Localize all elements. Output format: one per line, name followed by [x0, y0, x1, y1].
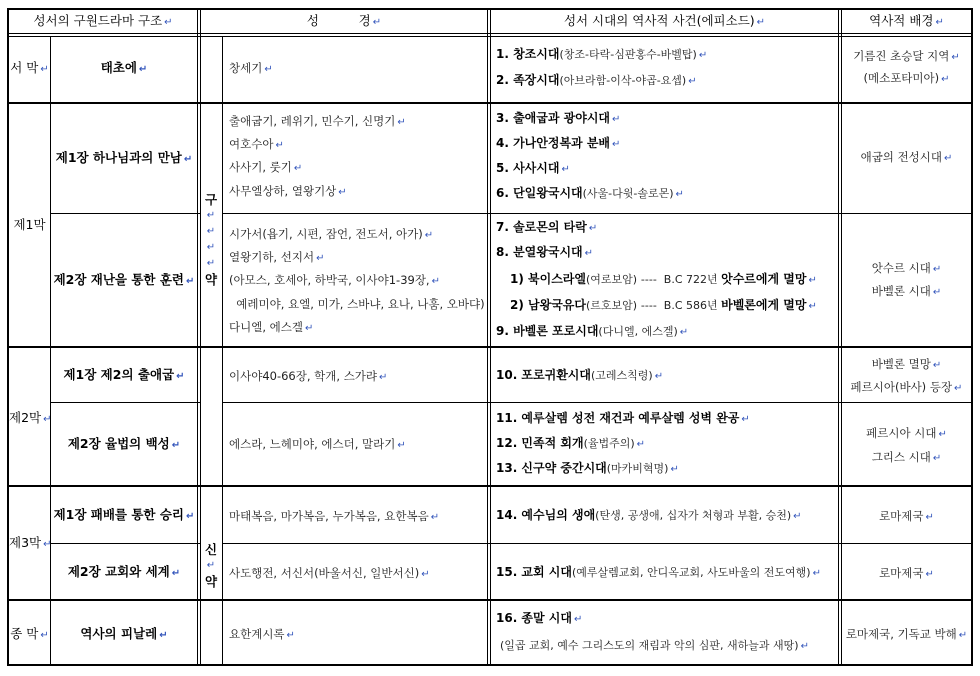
new-testament-label: 신 ↵ 약 [204, 542, 218, 589]
event-7: 7. 솔로몬의 타락 ↵ [496, 220, 597, 236]
old-testament-char-1: 구 [204, 192, 218, 207]
chapter-1-2: 제2장 재난을 통한 훈련 ↵ [51, 273, 197, 289]
background-1-2-2: 바벨론 시대 ↵ [842, 284, 971, 300]
act-prologue: 서 막 ↵ [9, 61, 50, 77]
chapter-1-1: 제1장 하나님과의 만남 ↵ [51, 151, 197, 167]
header-structure: 성서의 구원드라마 구조 ↵ [9, 14, 197, 30]
books-1-1-line1: 출애굽기, 레위기, 민수기, 신명기 ↵ [229, 114, 406, 130]
event-9: 9. 바벨론 포로시대(다니엘, 에스겔) ↵ [496, 324, 688, 340]
books-1-2-line2: 열왕기하, 선지서 ↵ [229, 250, 324, 266]
books-2-1: 이사야40-66장, 학개, 스가랴 ↵ [229, 369, 387, 385]
event-8: 8. 분열왕국시대 ↵ [496, 245, 593, 261]
background-prologue-1: 기름진 초승달 지역 ↵ [842, 49, 971, 65]
background-3-2: 로마제국 ↵ [842, 566, 971, 582]
background-2-1-2: 페르시아(바사) 등장 ↵ [842, 380, 971, 396]
background-2-1-1: 바벨론 멸망 ↵ [842, 357, 971, 373]
event-4: 4. 가나안정복과 분배 ↵ [496, 136, 620, 152]
event-10: 10. 포로귀환시대(고레스칙령) ↵ [496, 368, 663, 384]
act-2: 제2막 ↵ [9, 411, 50, 427]
event-14: 14. 예수님의 생애(탄생, 공생애, 십자가 처형과 부활, 승천) ↵ [496, 508, 802, 524]
books-1-2-line4: 예레미야, 요엘, 미가, 스바냐, 요나, 나훔, 오바댜) [229, 297, 485, 311]
background-2-2-2: 그리스 시대 ↵ [842, 450, 971, 466]
chapter-prologue: 태초에 ↵ [51, 61, 197, 77]
old-testament-label: 구 ↵ ↵ ↵ ↵ 약 [204, 192, 218, 287]
books-1-2-line3: (아모스, 호세아, 하박국, 이사야1-39장, ↵ [229, 273, 440, 289]
books-1-2-line1: 시가서(욥기, 시편, 잠언, 전도서, 아가) ↵ [229, 227, 433, 243]
event-15: 15. 교회 시대(예루살렘교회, 안디옥교회, 사도바울의 전도여행) ↵ [496, 565, 821, 581]
header-background: 역사적 배경 ↵ [842, 14, 971, 30]
new-testament-char-1: 신 [204, 542, 218, 557]
event-3: 3. 출애굽과 광야시대 ↵ [496, 111, 620, 127]
event-8-2: 2) 남왕국유다(르호보암) ---- B.C 586년 바벨론에게 멸망 ↵ [510, 298, 817, 314]
event-5: 5. 사사시대 ↵ [496, 161, 570, 177]
books-1-1-line4: 사무엘상하, 열왕기상 ↵ [229, 184, 347, 200]
event-6: 6. 단일왕국시대(사울-다윗-솔로몬) ↵ [496, 186, 684, 202]
chapter-2-1: 제1장 제2의 출애굽 ↵ [51, 368, 197, 384]
books-1-1-line3: 사사기, 룻기 ↵ [229, 160, 302, 176]
event-2: 2. 족장시대(아브라함-이삭-야곱-요셉) ↵ [496, 73, 697, 89]
background-3-1: 로마제국 ↵ [842, 509, 971, 525]
chapter-2-2: 제2장 율법의 백성 ↵ [51, 437, 197, 453]
books-2-2: 에스라, 느헤미야, 에스더, 말라기 ↵ [229, 437, 406, 453]
event-12: 12. 민족적 회개(율법주의) ↵ [496, 436, 645, 452]
background-prologue-2: (메소포타미아) ↵ [842, 71, 971, 87]
chapter-3-1: 제1장 패배를 통한 승리 ↵ [51, 508, 197, 524]
event-16-note: (일곱 교회, 예수 그리스도의 재림과 악의 심판, 새하늘과 새땅) ↵ [500, 638, 809, 654]
event-13: 13. 신구약 중간시대(마카비혁명) ↵ [496, 461, 679, 477]
background-2-2-1: 페르시아 시대 ↵ [842, 426, 971, 442]
new-testament-char-2: 약 [204, 574, 218, 589]
background-1-1: 애굽의 전성시대 ↵ [842, 150, 971, 166]
event-16: 16. 종말 시대 ↵ [496, 611, 582, 627]
books-epilogue: 요한계시록 ↵ [229, 627, 295, 643]
act-3: 제3막 ↵ [9, 536, 50, 552]
act-epilogue: 종 막 ↵ [9, 627, 50, 643]
books-prologue: 창세기 ↵ [229, 61, 273, 77]
chapter-epilogue: 역사의 피날레 ↵ [51, 627, 197, 643]
chapter-3-2: 제2장 교회와 세계 ↵ [51, 565, 197, 581]
event-8-1: 1) 북이스라엘(여로보암) ---- B.C 722년 앗수르에게 멸망 ↵ [510, 272, 817, 288]
event-11: 11. 예루살렘 성전 재건과 예루살렘 성벽 완공 ↵ [496, 411, 750, 427]
books-3-2: 사도행전, 서신서(바울서신, 일반서신) ↵ [229, 566, 430, 582]
background-epilogue: 로마제국, 기독교 박해 ↵ [842, 627, 971, 643]
old-testament-char-2: 약 [204, 272, 218, 287]
books-3-1: 마태복음, 마가복음, 누가복음, 요한복음 ↵ [229, 509, 439, 525]
act-1: 제1막 [13, 217, 46, 232]
header-books: 성 경 ↵ [201, 14, 487, 30]
books-1-2-line5: 다니엘, 에스겔 ↵ [229, 320, 313, 336]
background-1-2-1: 앗수르 시대 ↵ [842, 261, 971, 277]
header-events: 성서 시대의 역사적 사건(에피소드) ↵ [491, 14, 838, 30]
event-1: 1. 창조시대(창조-타락-심판홍수-바벨탑) ↵ [496, 47, 707, 63]
books-1-1-line2: 여호수아 ↵ [229, 137, 284, 153]
